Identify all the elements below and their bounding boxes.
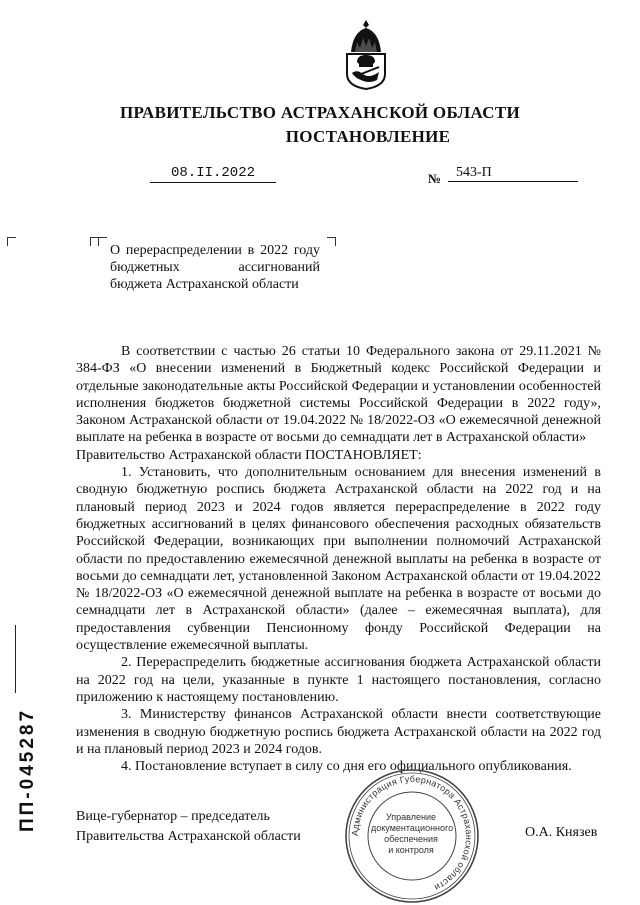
serial-number: ПП-045287 [17,707,38,832]
item-paragraph: 2. Перераспределить бюджетные ассигнования бюджета Астраханской области на 2022 год на цели, указанные в пункте 1 настоящего постановления, согласно приложению к настоящему постановлению. [76,655,601,705]
document-subject: О перераспределении в 2022 году бюджетных ассигнований бюджета Астраханской области [110,243,320,292]
stamp-line: обеспечения [384,834,438,844]
item-paragraph: 3. Министерству финансов Астраханской области внести соответствующие изменения в сводную бюджетную роспись бюджета Астраханской области на 2022 год и на плановый период 2023 и 2024 годов. [76,707,601,757]
item-paragraph: 1. Установить, что дополнительным основанием для внесения изменений в сводную бюджетную роспись бюджета Астраханской области на 2022 год и на плановый период 2023 и 2024 годов является перераспределение в 2022 году бюджетных ассигнований в целях финансового обеспечения расходных обязательств Российской Федерации, возникающих при выполнении полномочий Астраханской области по предоставлению ежемесячной денежной выплаты на ребенка в возрасте от восьми до семнадцати лет, установленной Законом Астраханской области от 19.04.2022 № 18/2022-ОЗ «О ежемесячной денежной выплате на ребенка в возрасте от восьми до семнадцати лет в Астраханской области» (далее – ежемесячная выплата), для предоставления субвенции Пенсионному фонду Российской Федерации на осуществление ежемесячной выплаты. [76,465,601,654]
organization-title: ПРАВИТЕЛЬСТВО АСТРАХАНСКОЙ ОБЛАСТИ [120,103,520,122]
margin-line [15,625,16,693]
document-type-title: ПОСТАНОВЛЕНИЕ [285,127,451,146]
corner-mark [98,237,107,246]
stamp-ring-text: Администрация Губернатора Астраханской области [349,773,475,893]
decree-line: Правительство Астраханской области ПОСТАНОВЛЯЕТ: [76,447,422,463]
number-sign: № [428,171,442,186]
stamp-line: и контроля [388,845,434,855]
signer-title-line: Вице-губернатор – председатель [76,809,270,824]
document-date: 08.II.2022 [150,165,276,183]
stamp-line: документационного [371,823,454,833]
stamp-line: Управление [385,812,437,822]
document-number: 543-П [448,165,578,182]
document-body [76,343,601,775]
stamp-center-text [371,812,454,856]
corner-mark [7,237,16,246]
coat-of-arms-emblem [343,18,389,90]
signer-name: О.А. Князев [525,825,598,840]
item-paragraph: 4. Постановление вступает в силу со дня его официального опубликования. [121,759,572,775]
corner-mark [327,237,336,246]
signer-title-line: Правительства Астраханской области [76,829,301,844]
preamble-paragraph: В соответствии с частью 26 статьи 10 Федерального закона от 29.11.2021 № 384-ФЗ «О внесении изменений в Бюджетный кодекс Российской Федерации и отдельные законодательные акты Российской Федерации и установлении особенностей исполнения бюджетов бюджетной системы Российской Федерации в 2022 году», Законом Астраханской области от 19.04.2022 № 18/2022-ОЗ «О ежемесячной денежной выплате на ребенка в возрасте от восьми до семнадцати лет в Астраханской области» [76,344,601,446]
signer-title [76,807,301,847]
